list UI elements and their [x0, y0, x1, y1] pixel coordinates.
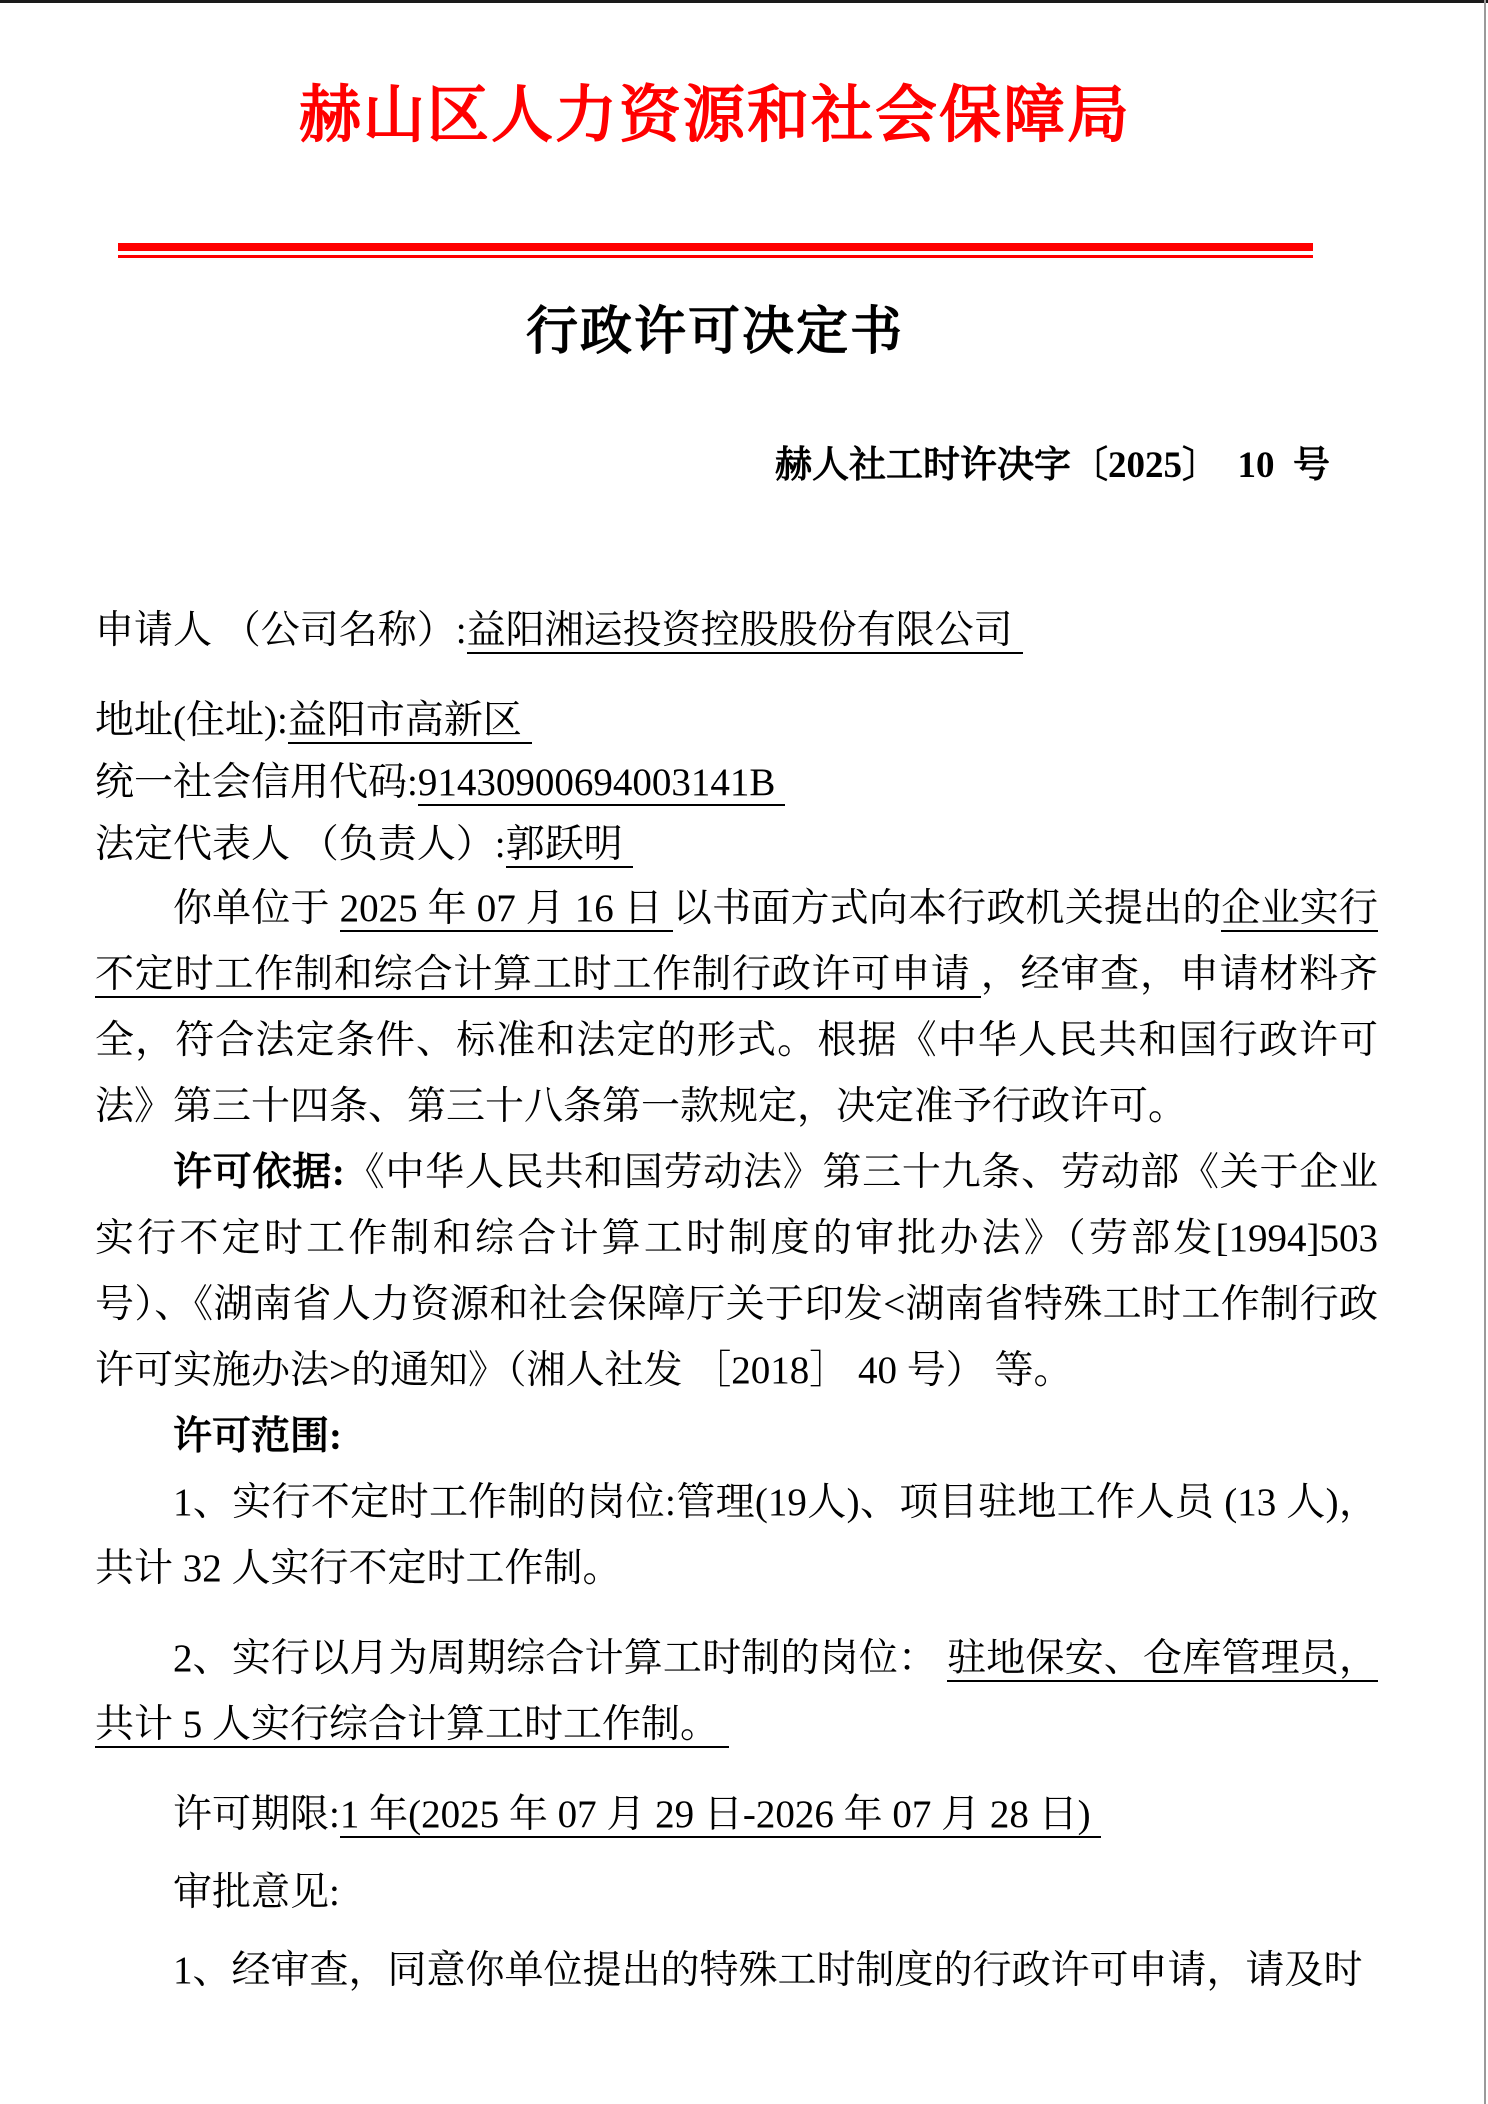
- permit-period: 1 年(2025 年 07 月 29 日-2026 年 07 月 28 日): [340, 1793, 1101, 1838]
- letterhead-agency-title: 赫山区人力资源和社会保障局: [298, 82, 1131, 150]
- permit-scope-label: 许可范围:: [173, 1415, 342, 1458]
- address-line: [95, 690, 1378, 752]
- application-matter: 企业实行不定时工作制和综合计算工时工作制行政许可申请: [95, 887, 1378, 996]
- letterhead-divider: [118, 243, 1313, 258]
- comprehensive-hours-positions: 驻地保安、仓库管理员，共计 5 人实行综合计算工时工作制。: [95, 1637, 1378, 1746]
- text-segment: 审批意见:: [173, 1871, 340, 1914]
- scope-item-1: [95, 1470, 1378, 1602]
- page-top-border: [0, 0, 1488, 3]
- legal-rep-line: [95, 814, 1378, 876]
- credit-code: 91430900694003141B: [418, 761, 786, 806]
- text-segment: 许可期限:: [173, 1793, 340, 1836]
- text-segment: 2、实行以月为周期综合计算工时制的岗位：: [173, 1637, 948, 1680]
- approval-opinion-heading: [95, 1860, 1378, 1926]
- scope-item-2: [95, 1626, 1378, 1758]
- page-right-border: [1484, 0, 1486, 2104]
- text-segment: 以书面方式向本行政机关提出的: [672, 887, 1222, 930]
- application-date: 2025 年 07 月 16 日: [340, 887, 673, 932]
- text-segment: 《中华人民共和国劳动法》第三十九条、劳动部《关于企业实行不定时工作制和综合计算工时制度的审批办法》（劳部发[1994]503 号）、《湖南省人力资源和社会保障厅关于印发<湖南省特殊工时工作制行政许可实施办法>的通知》（湘人社发 ［2018］ 40 号） 等。: [95, 1151, 1378, 1392]
- text-segment: 地址(住址):: [95, 699, 288, 742]
- legal-basis-paragraph: [95, 1140, 1378, 1404]
- text-segment: 1、实行不定时工作制的岗位:管理(19人)、项目驻地工作人员 (13 人)，共计 32 人实行不定时工作制。: [95, 1481, 1378, 1590]
- decision-paragraph: [95, 876, 1378, 1140]
- permit-period-line: [95, 1782, 1378, 1848]
- document-title: 行政许可决定书: [525, 304, 904, 361]
- permit-scope-heading: [95, 1404, 1378, 1470]
- text-segment: 法定代表人 （负责人）:: [95, 823, 506, 866]
- legal-representative: 郭跃明: [506, 823, 633, 868]
- letterhead-divider-thick-line: [118, 243, 1313, 251]
- company-name: 益阳湘运投资控股股份有限公司: [467, 609, 1023, 654]
- company-address: 益阳市高新区: [288, 699, 532, 744]
- approval-opinion-item-1: [95, 1938, 1378, 2004]
- letterhead-divider-thin-line: [118, 255, 1313, 258]
- applicant-line: [95, 600, 1378, 662]
- text-segment: 1、经审查，同意你单位提出的特殊工时制度的行政许可申请，请及时: [173, 1949, 1363, 1992]
- document-number: 赫人社工时许决字〔2025〕 10 号: [775, 445, 1330, 486]
- document-body: [95, 600, 1378, 2004]
- text-segment: 申请人 （公司名称）:: [95, 609, 467, 652]
- text-segment: ，经审查，申请材料齐全，符合法定条件、标准和法定的形式。根据《中华人民共和国行政许可法》第三十四条、第三十八条第一款规定，决定准予行政许可。: [95, 953, 1378, 1128]
- text-segment: 你单位于: [173, 887, 340, 930]
- credit-code-line: [95, 752, 1378, 814]
- text-segment: 统一社会信用代码:: [95, 761, 418, 804]
- legal-basis-label: 许可依据:: [173, 1151, 345, 1194]
